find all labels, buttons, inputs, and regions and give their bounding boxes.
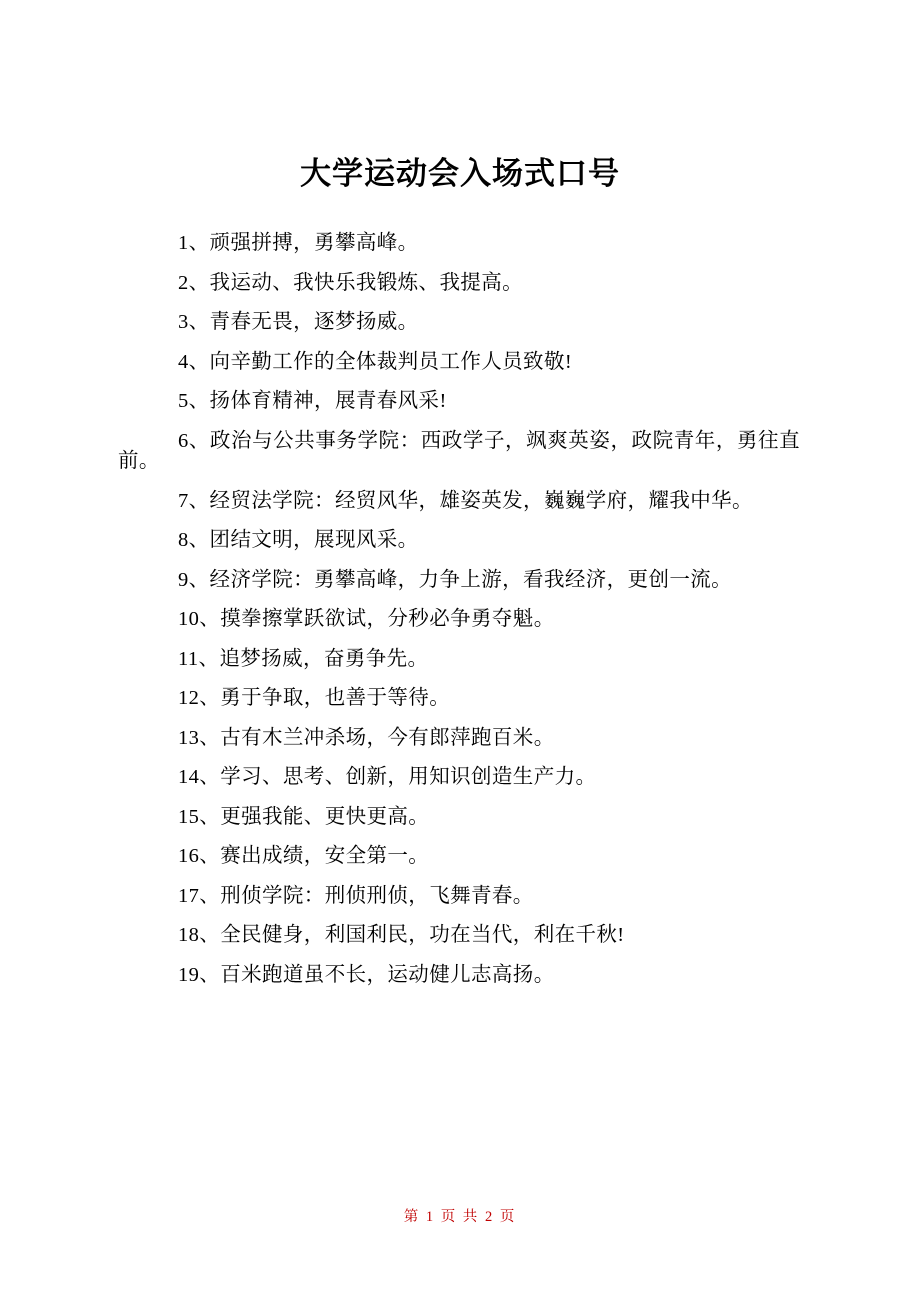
list-item: 17、刑侦学院：刑侦刑侦，飞舞青春。 [178,884,534,907]
list-item: 13、古有木兰冲杀场，今有郎萍跑百米。 [178,726,555,749]
list-item: 8、团结文明，展现风采。 [178,529,419,551]
list-item: 15、更强我能、更快更高。 [178,805,430,828]
list-item: 5、扬体育精神，展青春风采! [178,390,447,412]
footer-suffix: 页 [499,1209,517,1225]
list-item: 18、全民健身，利国利民，功在当代，利在千秋! [178,924,625,946]
list-item: 9、经济学院：勇攀高峰，力争上游，看我经济，更创一流。 [178,568,733,591]
list-item: 7、经贸法学院：经贸风华，雄姿英发，巍巍学府，耀我中华。 [178,489,753,512]
footer-current-page: 1 [425,1209,436,1225]
footer-prefix: 第 [403,1209,421,1225]
list-item: 19、百米跑道虽不长，运动健儿志高扬。 [178,963,555,986]
list-item: 12、勇于争取，也善于等待。 [178,687,451,709]
list-item: 6、政治与公共事务学院：西政学子，飒爽英姿，政院青年，勇往直前。 [118,429,800,472]
slogan-list [118,233,800,985]
page-footer [0,1205,920,1226]
list-item: 14、学习、思考、创新，用知识创造生产力。 [178,766,597,788]
list-item: 2、我运动、我快乐我锻炼、我提高。 [178,271,524,294]
list-item: 16、赛出成绩，安全第一。 [178,845,430,867]
list-item: 10、摸拳擦掌跃欲试，分秒必争勇夺魁。 [178,608,555,630]
footer-total-pages: 2 [484,1209,495,1225]
list-item: 4、向辛勤工作的全体裁判员工作人员致敬! [178,350,573,373]
footer-middle: 页 共 [440,1209,480,1225]
list-item: 3、青春无畏，逐梦扬威。 [178,311,419,333]
document-body [0,233,920,985]
page-title: 大学运动会入场式口号 [300,156,620,192]
list-item: 1、顽强拼搏，勇攀高峰。 [178,232,419,254]
list-item: 11、追梦扬威，奋勇争先。 [178,647,429,670]
